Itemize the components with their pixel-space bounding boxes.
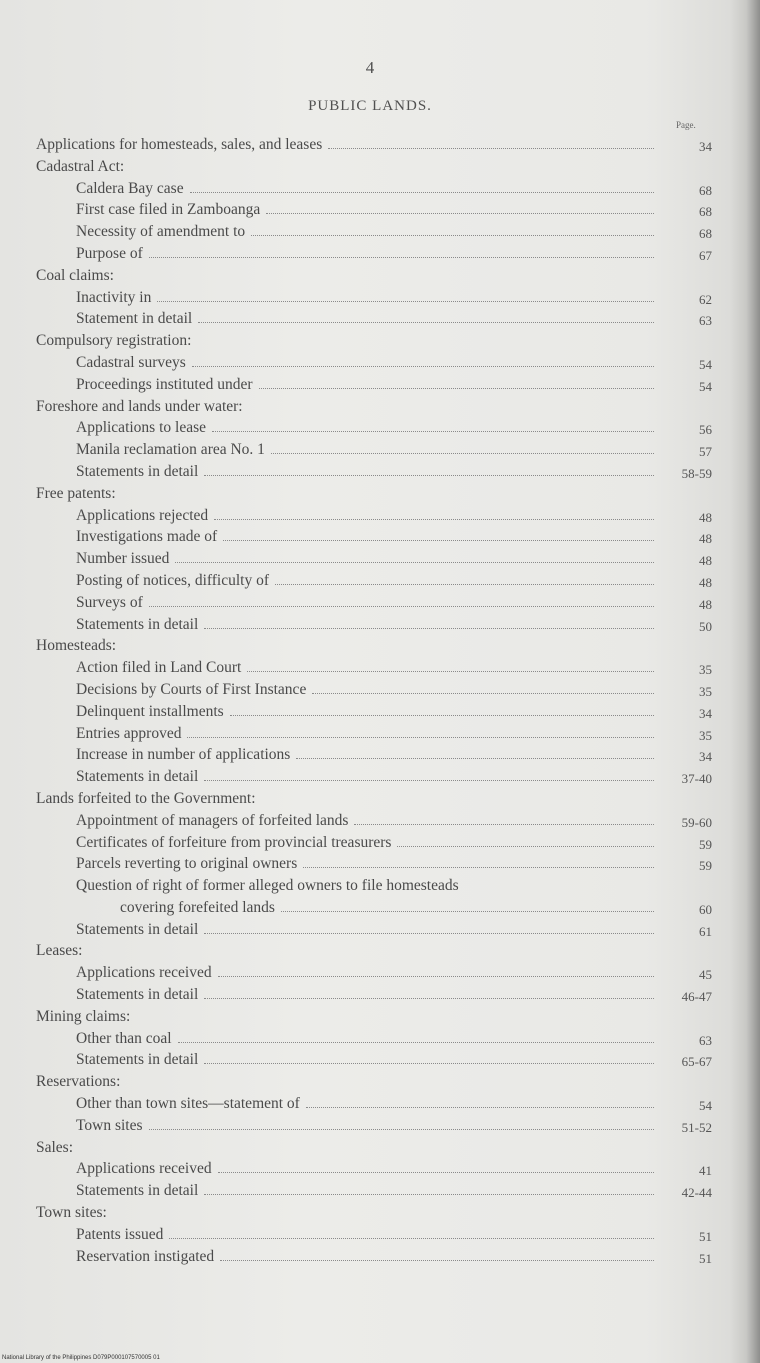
index-entry-row <box>36 439 716 461</box>
leader-dots <box>204 1063 654 1064</box>
index-entry-label: Delinquent installments <box>76 702 224 720</box>
leader-dots <box>204 1194 654 1195</box>
index-entry-row <box>36 570 716 592</box>
index-page-ref: 45 <box>699 967 712 983</box>
leader-dots <box>149 257 654 258</box>
index-page-ref: 59 <box>699 836 712 852</box>
index-entry-label: Caldera Bay case <box>76 179 184 197</box>
leader-dots <box>247 671 654 672</box>
index-page-ref: 34 <box>699 139 712 154</box>
index-list <box>36 134 716 1267</box>
index-heading-row <box>36 940 716 962</box>
index-heading-label: Homesteads: <box>36 637 117 655</box>
index-entry-row <box>36 178 716 200</box>
index-page-ref: 35 <box>699 683 712 699</box>
leader-dots <box>312 693 654 694</box>
index-page-ref: 61 <box>699 923 712 939</box>
index-entry-row <box>36 919 716 941</box>
index-heading-label: Lands forfeited to the Government: <box>36 789 256 807</box>
index-heading-row <box>36 1006 716 1028</box>
leader-dots <box>187 737 654 738</box>
index-entry-label: Statements in detail <box>76 986 199 1004</box>
index-page-ref: 68 <box>699 204 712 220</box>
index-page-ref: 51 <box>699 1250 712 1266</box>
page-column-header: Page. <box>676 120 696 130</box>
index-page-ref: 42-44 <box>681 1185 712 1201</box>
index-page-ref: 59-60 <box>681 814 712 830</box>
index-entry-row <box>36 897 716 919</box>
leader-dots <box>397 846 654 847</box>
index-page-ref: 46-47 <box>681 989 712 1005</box>
index-entry-label: Certificates of forfeiture from provincial treasurers <box>76 833 392 851</box>
index-heading-label: Leases: <box>36 942 83 960</box>
index-entry-label: Statements in detail <box>76 768 199 786</box>
index-page-ref: 58-59 <box>681 465 712 481</box>
leader-dots <box>212 431 654 432</box>
page-edge-shadow <box>746 0 760 1363</box>
index-entry-row <box>36 766 716 788</box>
index-page-ref: 54 <box>699 378 712 394</box>
index-page-ref: 50 <box>699 618 712 634</box>
index-heading-row <box>36 1202 716 1224</box>
index-heading-row <box>36 265 716 287</box>
index-entry-row <box>36 548 716 570</box>
index-heading-row <box>36 134 716 156</box>
index-entry-label: Manila reclamation area No. 1 <box>76 441 265 459</box>
index-entry-row <box>36 723 716 745</box>
index-heading-label: Cadastral Act: <box>36 157 125 175</box>
index-entry-label: Applications rejected <box>76 506 209 524</box>
index-page-ref: 51 <box>699 1228 712 1244</box>
index-heading-label: Applications for homesteads, sales, and leases <box>36 136 323 153</box>
index-page-ref: 57 <box>699 444 712 460</box>
leader-dots <box>204 998 654 999</box>
index-entry-row <box>36 1224 716 1246</box>
index-entry-row <box>36 221 716 243</box>
index-entry-row <box>36 374 716 396</box>
index-entry-label: Entries approved <box>76 724 182 742</box>
leader-dots <box>275 584 654 585</box>
leader-dots <box>214 519 654 520</box>
index-heading-label: Free patents: <box>36 484 116 502</box>
index-entry-label: Number issued <box>76 550 170 568</box>
index-entry-label: Inactivity in <box>76 288 152 306</box>
leader-dots <box>198 322 654 323</box>
index-entry-label: Investigations made of <box>76 528 218 546</box>
leader-dots <box>169 1238 654 1239</box>
leader-dots <box>223 540 654 541</box>
index-entry-row <box>36 1115 716 1137</box>
index-heading-label: Compulsory registration: <box>36 332 192 350</box>
index-entry-row <box>36 832 716 854</box>
index-heading-label: Sales: <box>36 1138 74 1156</box>
index-entry-label: Question of right of former alleged owners to file homesteads <box>76 877 459 895</box>
index-entry-label: Other than coal <box>76 1029 172 1047</box>
leader-dots <box>266 213 654 214</box>
index-entry-row <box>36 287 716 309</box>
index-entry-label: Necessity of amendment to <box>76 223 246 241</box>
leader-dots <box>218 1172 654 1173</box>
index-entry-label: Applications to lease <box>76 419 206 437</box>
index-entry-row <box>36 505 716 527</box>
index-page-ref: 63 <box>699 1032 712 1048</box>
index-entry-row <box>36 614 716 636</box>
index-entry-row <box>36 1028 716 1050</box>
index-entry-label: Town sites <box>76 1116 143 1134</box>
index-page-ref: 59 <box>699 858 712 874</box>
index-entry-label: Cadastral surveys <box>76 353 186 371</box>
index-entry-row <box>36 1158 716 1180</box>
leader-dots <box>251 235 654 236</box>
index-entry-label: Action filed in Land Court <box>76 659 242 677</box>
index-entry-row <box>36 461 716 483</box>
index-page-ref: 41 <box>699 1163 712 1179</box>
index-page-ref: 35 <box>699 662 712 678</box>
index-heading-label: Reservations: <box>36 1073 121 1091</box>
index-entry-label: Parcels reverting to original owners <box>76 855 298 873</box>
index-entry-row <box>36 701 716 723</box>
leader-dots <box>354 824 654 825</box>
leader-dots <box>271 453 654 454</box>
index-entry-row <box>36 526 716 548</box>
index-heading-label: Foreshore and lands under water: <box>36 397 243 415</box>
index-entry-label: Appointment of managers of forfeited lands <box>76 811 349 829</box>
index-entry-label: Purpose of <box>76 244 143 262</box>
index-entry-label: Surveys of <box>76 593 143 611</box>
index-entry-label: covering forefeited lands <box>120 898 275 916</box>
index-entry-label: Statement in detail <box>76 310 193 328</box>
index-entry-label: Statements in detail <box>76 1051 199 1069</box>
leader-dots <box>259 388 654 389</box>
index-entry-row <box>36 1246 716 1268</box>
leader-dots <box>204 628 654 629</box>
index-entry-label: Decisions by Courts of First Instance <box>76 680 307 698</box>
leader-dots <box>303 867 654 868</box>
index-entry-label: Proceedings instituted under <box>76 375 253 393</box>
index-page-ref: 35 <box>699 727 712 743</box>
index-page-ref: 60 <box>699 901 712 917</box>
leader-dots <box>306 1107 654 1108</box>
index-entry-label: Applications received <box>76 1160 212 1178</box>
index-entry-label: Increase in number of applications <box>76 746 291 764</box>
index-heading-row <box>36 788 716 810</box>
index-entry-row <box>36 308 716 330</box>
leader-dots <box>230 715 654 716</box>
index-page-ref: 67 <box>699 247 712 263</box>
index-page-ref: 48 <box>699 574 712 590</box>
index-heading-row <box>36 635 716 657</box>
index-heading-row <box>36 483 716 505</box>
index-page-ref: 48 <box>699 531 712 547</box>
leader-dots <box>204 475 654 476</box>
index-entry-label: Statements in detail <box>76 1182 199 1200</box>
index-page-ref: 63 <box>699 313 712 329</box>
index-page-ref: 65-67 <box>681 1054 712 1070</box>
index-entry-label: First case filed in Zamboanga <box>76 201 261 219</box>
index-entry-row <box>36 810 716 832</box>
index-entry-row <box>36 875 716 897</box>
index-heading-row <box>36 1137 716 1159</box>
index-entry-row <box>36 679 716 701</box>
index-entry-row <box>36 744 716 766</box>
index-page-ref: 54 <box>699 356 712 372</box>
index-entry-row <box>36 853 716 875</box>
index-heading-label: Coal claims: <box>36 266 114 284</box>
index-entry-label: Statements in detail <box>76 615 199 633</box>
index-entry-row <box>36 1049 716 1071</box>
index-entry-row <box>36 199 716 221</box>
index-page-ref: 48 <box>699 509 712 525</box>
index-page-ref: 37-40 <box>681 771 712 787</box>
leader-dots <box>192 366 654 367</box>
index-entry-label: Applications received <box>76 964 212 982</box>
index-entry-label: Statements in detail <box>76 462 199 480</box>
index-page-ref: 56 <box>699 422 712 438</box>
index-entry-row <box>36 352 716 374</box>
scan-footer: National Library of the Philippines D079P000107570005 01 <box>2 1355 160 1361</box>
leader-dots <box>281 911 654 912</box>
index-page-ref: 62 <box>699 291 712 307</box>
index-entry-row <box>36 592 716 614</box>
leader-dots <box>204 780 654 781</box>
index-entry-label: Statements in detail <box>76 920 199 938</box>
index-heading-label: Town sites: <box>36 1204 107 1222</box>
index-heading-row <box>36 1071 716 1093</box>
index-heading-row <box>36 396 716 418</box>
index-entry-label: Posting of notices, difficulty of <box>76 571 270 589</box>
index-page-ref: 51-52 <box>681 1119 712 1135</box>
page-number: 4 <box>365 58 375 77</box>
index-entry-row <box>36 243 716 265</box>
leader-dots <box>178 1042 654 1043</box>
leader-dots <box>204 933 654 934</box>
index-page-ref: 48 <box>699 553 712 569</box>
leader-dots <box>157 301 654 302</box>
index-heading-row <box>36 156 716 178</box>
leader-dots <box>190 192 654 193</box>
index-page-ref: 68 <box>699 226 712 242</box>
index-page-ref: 34 <box>699 749 712 765</box>
index-entry-row <box>36 1093 716 1115</box>
leader-dots <box>149 1129 654 1130</box>
index-entry-row <box>36 417 716 439</box>
index-heading-label: Mining claims: <box>36 1007 131 1025</box>
leader-dots <box>296 758 654 759</box>
index-entry-label: Other than town sites—statement of <box>76 1095 300 1113</box>
leader-dots <box>328 148 654 149</box>
index-entry-row <box>36 1180 716 1202</box>
leader-dots <box>149 606 654 607</box>
index-entry-label: Patents issued <box>76 1225 164 1243</box>
leader-dots <box>220 1260 654 1261</box>
index-entry-label: Reservation instigated <box>76 1247 215 1265</box>
index-page-ref: 48 <box>699 596 712 612</box>
index-entry-row <box>36 962 716 984</box>
index-entry-row <box>36 984 716 1006</box>
index-entry-row <box>36 657 716 679</box>
index-page-ref: 68 <box>699 182 712 198</box>
index-heading-row <box>36 330 716 352</box>
index-page-ref: 54 <box>699 1098 712 1114</box>
leader-dots <box>218 976 654 977</box>
index-page-ref: 34 <box>699 705 712 721</box>
leader-dots <box>175 562 654 563</box>
page-title: PUBLIC LANDS. <box>308 98 432 114</box>
